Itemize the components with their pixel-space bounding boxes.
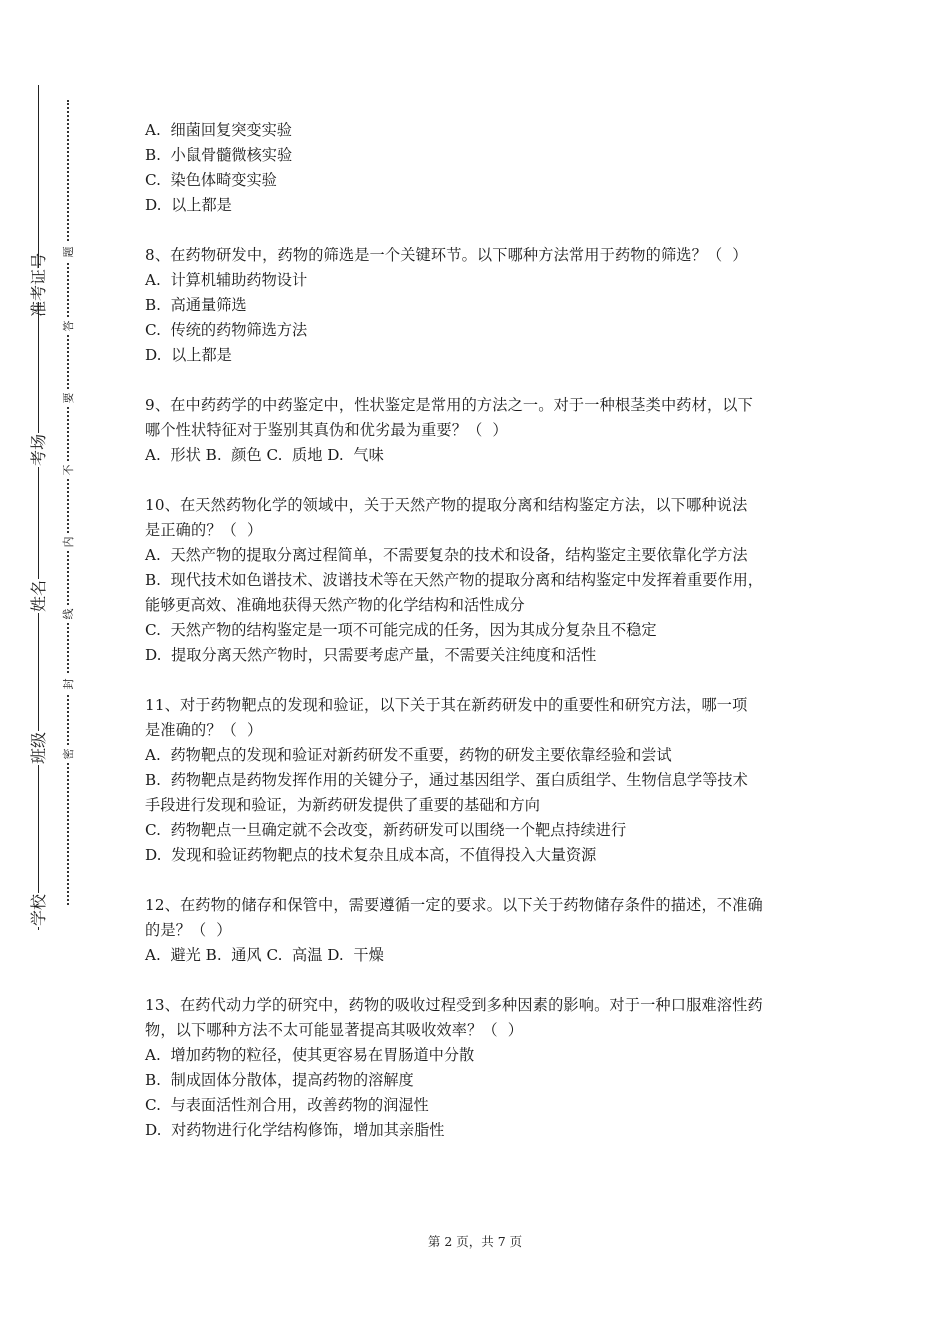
option-line: A. 计算机辅助药物设计 (145, 271, 308, 289)
seal-char: 要 (60, 389, 76, 407)
question-stem: 11、对于药物靶点的发现和验证，以下关于其在新药研发中的重要性和研究方法，哪一项 (145, 696, 748, 714)
binding-dotted-line (67, 100, 69, 905)
question-stem: 哪个性状特征对于鉴别其真伪和优劣最为重要？（ ） (145, 421, 508, 439)
question-stem: 物，以下哪种方法不太可能显著提高其吸收效率？（ ） (145, 1021, 524, 1039)
option-line: B. 制成固体分散体，提高药物的溶解度 (145, 1071, 414, 1089)
binding-solid-line (38, 85, 39, 930)
option-line: B. 高通量筛选 (145, 296, 247, 314)
page-footer: 第 2 页，共 7 页 (427, 1234, 523, 1249)
question-stem: 12、在药物的储存和保管中，需要遵循一定的要求。以下关于药物储存条件的描述，不准确 (145, 896, 763, 914)
seal-char: 题 (60, 243, 76, 261)
admission-number-field-label: 准考证号 (7, 268, 67, 302)
option-line: D. 提取分离天然产物时，只需要考虑产量，不需要关注纯度和活性 (145, 646, 597, 664)
option-line: D. 对药物进行化学结构修饰，增加其亲脂性 (145, 1121, 445, 1139)
question-12 (145, 893, 825, 968)
option-line: C. 染色体畸变实验 (145, 171, 277, 189)
option-line: A. 避光 B. 通风 C. 高温 D. 干燥 (145, 946, 384, 964)
name-field-label: 姓名 (7, 579, 67, 613)
seal-char: 密 (60, 745, 76, 763)
question-stem: 的是？（ ） (145, 921, 232, 939)
question-13 (145, 993, 825, 1143)
question-stem: 9、在中药药学的中药鉴定中，性状鉴定是常用的方法之一。对于一种根茎类中药材，以下 (145, 396, 753, 414)
option-line: C. 与表面活性剂合用，改善药物的润湿性 (145, 1096, 429, 1114)
option-line: 手段进行发现和验证，为新药研发提供了重要的基础和方向 (145, 796, 540, 814)
question-11 (145, 693, 825, 868)
option-line: A. 形状 B. 颜色 C. 质地 D. 气味 (145, 446, 384, 464)
question-stem: 13、在药代动力学的研究中，药物的吸收过程受到多种因素的影响。对于一种口服难溶性药 (145, 996, 763, 1014)
question-stem: 是准确的？（ ） (145, 721, 263, 739)
seal-char: 不 (60, 461, 76, 479)
option-line: A. 细菌回复突变实验 (145, 121, 292, 139)
question-content (145, 118, 825, 1168)
option-line: A. 增加药物的粒径，使其更容易在胃肠道中分散 (145, 1046, 475, 1064)
option-line: B. 现代技术如色谱技术、波谱技术等在天然产物的提取分离和结构鉴定中发挥着重要作用， (145, 571, 763, 589)
option-line: D. 以上都是 (145, 196, 232, 214)
option-line: C. 药物靶点一旦确定就不会改变，新药研发可以围绕一个靶点持续进行 (145, 821, 627, 839)
question-stem: 8、在药物研发中，药物的筛选是一个关键环节。以下哪种方法常用于药物的筛选？（ ） (145, 246, 748, 264)
exam-room-field-label: 考场 (7, 433, 67, 467)
class-field-label: 班级 (7, 731, 67, 765)
question-stem: 是正确的？（ ） (145, 521, 263, 539)
option-line: B. 小鼠骨髓微核实验 (145, 146, 293, 164)
option-line: C. 传统的药物筛选方法 (145, 321, 308, 339)
option-line: 能够更高效、准确地获得天然产物的化学结构和活性成分 (145, 596, 525, 614)
option-line: D. 以上都是 (145, 346, 232, 364)
question-10 (145, 493, 825, 668)
option-line: D. 发现和验证药物靶点的技术复杂且成本高，不值得投入大量资源 (145, 846, 597, 864)
school-field-label: 学校 (7, 893, 67, 927)
option-line: C. 天然产物的结构鉴定是一项不可能完成的任务，因为其成分复杂且不稳定 (145, 621, 657, 639)
seal-char: 封 (60, 675, 76, 693)
question-8 (145, 243, 825, 368)
question-stem: 10、在天然药物化学的领域中，关于天然产物的提取分离和结构鉴定方法，以下哪种说法 (145, 496, 748, 514)
question-9 (145, 393, 825, 468)
option-line: B. 药物靶点是药物发挥作用的关键分子，通过基因组学、蛋白质组学、生物信息学等技术 (145, 771, 748, 789)
seal-char: 内 (60, 533, 76, 551)
continued-options (145, 118, 825, 218)
seal-char: 线 (60, 605, 76, 623)
binding-margin (0, 0, 90, 1344)
option-line: A. 天然产物的提取分离过程简单，不需要复杂的技术和设备，结构鉴定主要依靠化学方法 (145, 546, 748, 564)
option-line: A. 药物靶点的发现和验证对新药研发不重要，药物的研发主要依靠经验和尝试 (145, 746, 672, 764)
seal-char: 答 (60, 317, 76, 335)
